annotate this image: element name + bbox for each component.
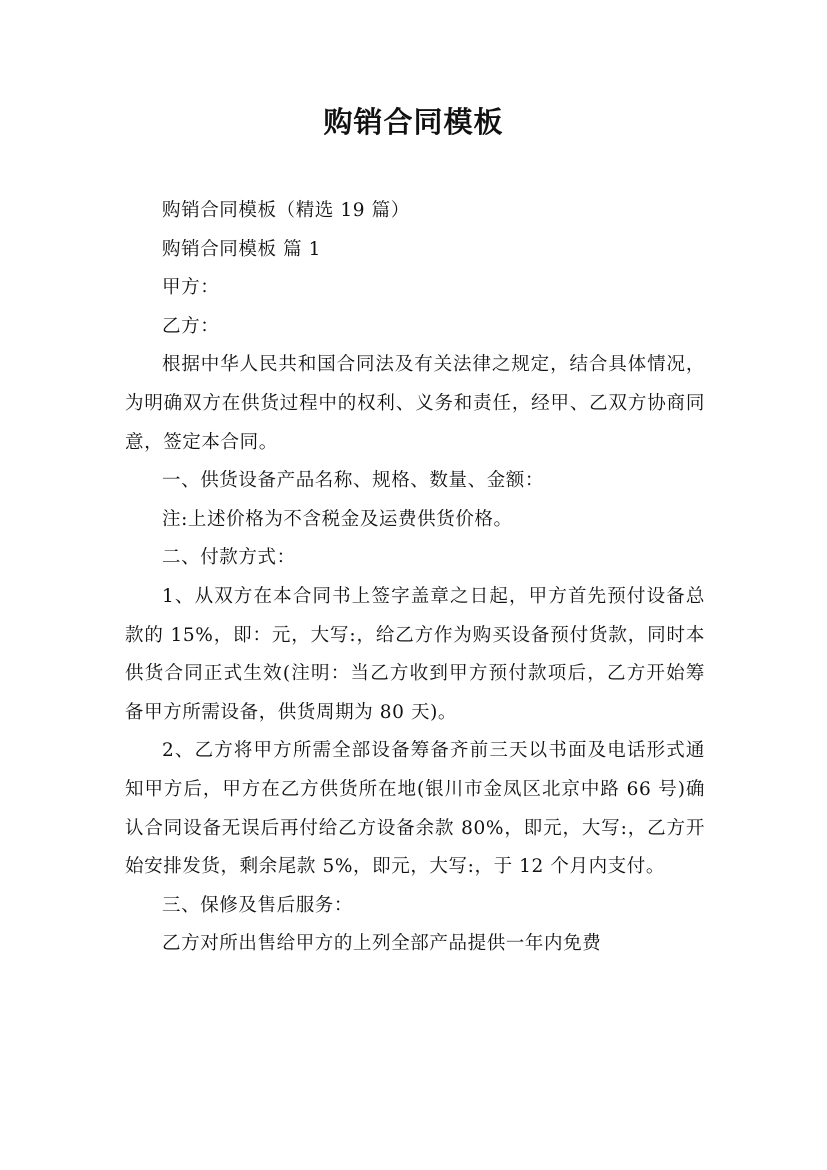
paragraph-section-heading: 购销合同模板 篇 1 [162, 238, 322, 260]
paragraph-payment-item-2: 2、乙方将甲方所需全部设备筹备齐前三天以书面及电话形式通知甲方后，甲方在乙方供货所在地(银川市金凤区北京中路 66 号)确认合同设备无误后再付给乙方设备余款 80%，即元，大写:，乙方开始安排发货，剩余尾款 5%，即元，大写:，于 12 个月内支付。 [125, 740, 705, 878]
paragraph-price-note: 注:上述价格为不含税金及运费供货价格。 [162, 508, 513, 530]
paragraph-clause-2-heading: 二、付款方式： [162, 547, 296, 569]
paragraph-party-b: 乙方： [162, 315, 220, 337]
document-body [125, 192, 705, 964]
paragraph-preamble: 根据中华人民共和国合同法及有关法律之规定，结合具体情况，为明确双方在供货过程中的权利、义务和责任，经甲、乙双方协商同意，签定本合同。 [125, 354, 705, 453]
paragraph-clause-1-heading: 一、供货设备产品名称、规格、数量、金额： [162, 470, 545, 492]
paragraph-party-a: 甲方： [162, 277, 220, 299]
document-title: 购销合同模板 [323, 105, 504, 139]
paragraph-payment-item-1: 1、从双方在本合同书上签字盖章之日起，甲方首先预付设备总款的 15%，即：元，大写:，给乙方作为购买设备预付货款，同时本供货合同正式生效(注明：当乙方收到甲方预付款项后，乙方开始筹备甲方所需设备，供货周期为 80 天)。 [125, 585, 705, 723]
paragraph-subtitle: 购销合同模板（精选 19 篇） [162, 200, 410, 221]
paragraph-warranty: 乙方对所出售给甲方的上列全部产品提供一年内免费 [162, 933, 602, 955]
paragraph-clause-3-heading: 三、保修及售后服务： [162, 894, 354, 916]
